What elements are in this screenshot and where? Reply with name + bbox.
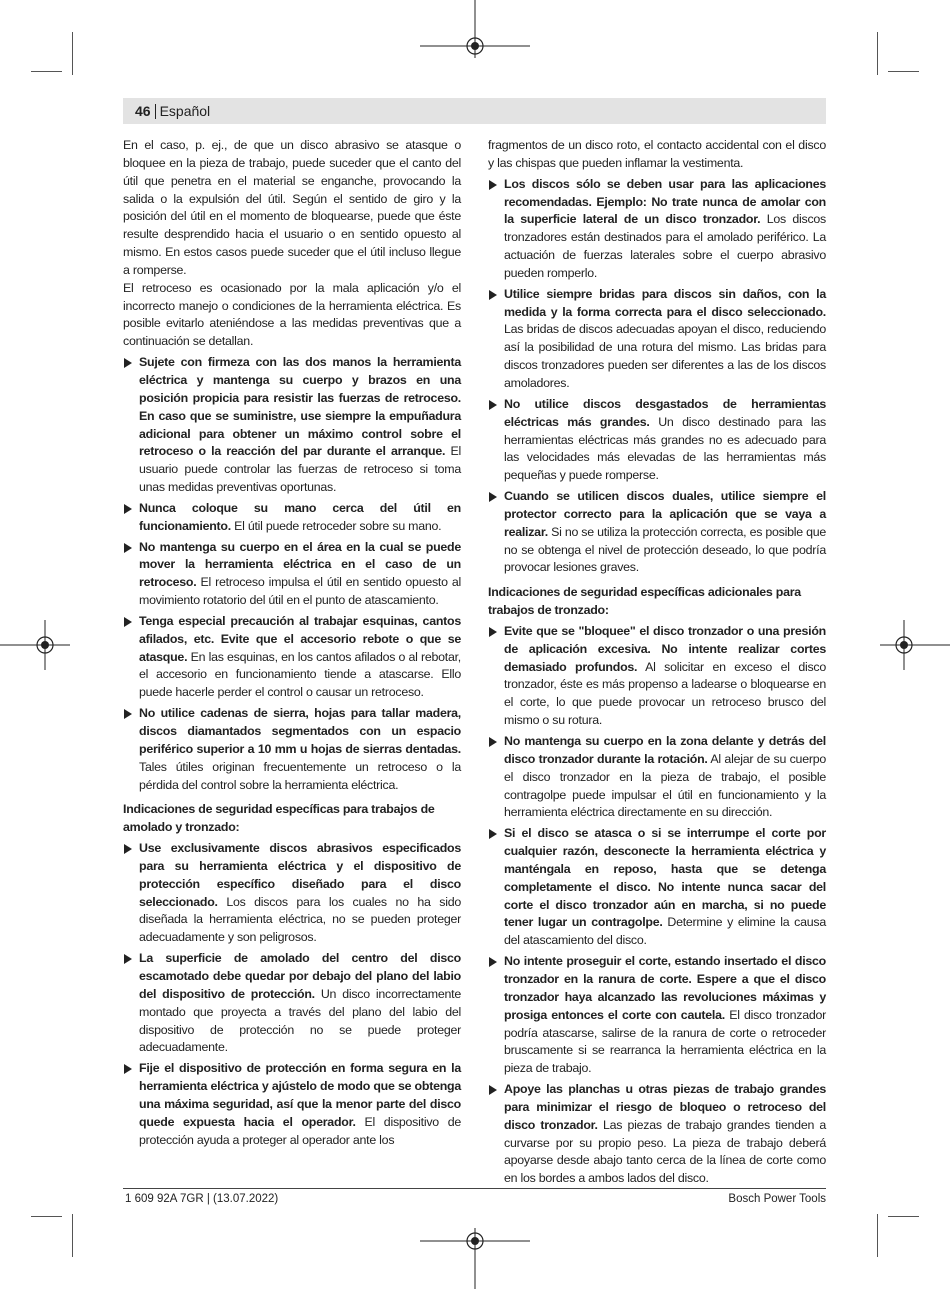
safety-item — [123, 705, 461, 794]
safety-item-warning: Fije el dispositivo de protección en forma segura en la herramienta eléctrica y ajústelo de modo que se obtenga una máxima seguridad, así que la menor parte del disco quede expuesta hacia el operador. — [139, 1061, 461, 1129]
safety-item-explanation: Determine y elimine la causa del atascamiento del disco. — [504, 915, 826, 948]
crop-mark — [31, 71, 62, 72]
page-header — [135, 103, 210, 119]
safety-item — [488, 623, 826, 730]
safety-item — [123, 950, 461, 1057]
safety-item-warning: Tenga especial precaución al trabajar esquinas, cantos afilados, etc. Evite que el accesorio rebote o que se atasque. — [139, 613, 461, 664]
safety-item-explanation: El retroceso impulsa el útil en sentido opuesto al movimiento rotatorio del útil en el punto de atascamiento. — [139, 575, 461, 608]
safety-item-warning: Los discos sólo se deben usar para las aplicaciones recomendadas. Ejemplo: No trate nunca de amolar con la superficie lateral de un disco tronzador. — [504, 176, 826, 227]
safety-item-explanation: Un disco destinado para las herramientas eléctricas más grandes no es adecuado para las velocidades más elevadas de las herramientas más pequeñas y puede romperse. — [504, 414, 827, 483]
bullet-arrow-icon — [124, 844, 132, 854]
safety-item-explanation: Al alejar de su cuerpo el disco tronzador en la pieza de trabajo, el posible contragolpe puede impulsar el útil en funcionamiento y la herramienta eléctrica directamente en su dirección. — [504, 751, 826, 820]
bullet-arrow-icon — [489, 829, 497, 839]
header-language: Español — [159, 103, 211, 119]
bullet-arrow-icon — [124, 358, 132, 368]
safety-item-warning: Apoye las planchas u otras piezas de trabajo grandes para minimizar el riesgo de bloqueo o retroceso del disco tronzador. — [504, 1082, 826, 1132]
crop-mark — [72, 1214, 73, 1257]
footer-brand: Bosch Power Tools — [728, 1193, 826, 1205]
safety-item — [123, 539, 461, 610]
safety-item — [488, 286, 826, 393]
bullet-arrow-icon — [489, 492, 497, 502]
safety-item-warning: Cuando se utilicen discos duales, utilice siempre el protector correcto para la aplicación que se vaya a realizar. — [504, 489, 826, 539]
safety-item — [488, 825, 826, 950]
safety-item-warning: No utilice cadenas de sierra, hojas para tallar madera, discos diamantados segmentados con un espacio periférico superior a 10 mm u hojas de sierras dentadas. — [139, 706, 461, 756]
safety-item — [488, 1081, 826, 1188]
safety-item-explanation: Las bridas de discos adecuadas apoyan el disco, reduciendo así la posibilidad de una rotura del mismo. Las bridas para discos tronzadores pueden ser diferentes a las de los discos amoladores. — [504, 322, 826, 390]
safety-item-explanation: El dispositivo de protección ayuda a proteger al operador ante los — [139, 1114, 461, 1147]
crop-mark — [888, 1216, 919, 1217]
left-column — [123, 137, 461, 1149]
safety-item-explanation: Un disco incorrectamente montado que proyecta a través del plano del labio del dispositivo de protección no se puede proteger adecuadamente. — [139, 986, 461, 1055]
bullet-arrow-icon — [489, 737, 497, 747]
bullet-arrow-icon — [124, 1064, 132, 1074]
bullet-arrow-icon — [489, 1085, 497, 1095]
safety-item-explanation: En las esquinas, en los cantos afilados o al rebotar, el accesorio en funcionamiento tiende a atascarse. Ello puede hacerle perder el control o causar un retroceso. — [139, 649, 461, 700]
bullet-arrow-icon — [489, 400, 497, 410]
registration-mark-bottom — [420, 1228, 530, 1289]
safety-item-warning: Si el disco se atasca o si se interrumpe el corte por cualquier razón, desconecte la herramienta eléctrica y manténgala en reposo, hasta que se detenga completamente el disco. No intente nunca sacar del corte el disco tronzador aún en marcha, si no puede tener lugar un contragolpe. — [504, 826, 826, 930]
header-bar — [123, 98, 826, 124]
crop-mark — [877, 1214, 878, 1257]
safety-item — [488, 176, 826, 283]
safety-item — [488, 396, 826, 485]
safety-item — [488, 953, 826, 1078]
crop-mark — [31, 1216, 62, 1217]
bullet-arrow-icon — [489, 180, 497, 190]
safety-item-warning: La superficie de amolado del centro del disco escamotado debe quedar por debajo del plano del labio del dispositivo de protección. — [139, 951, 461, 1001]
registration-mark-top — [420, 0, 530, 60]
safety-item-warning: No mantenga su cuerpo en el área en la cual se puede mover la herramienta eléctrica en el caso de un retroceso. — [139, 539, 461, 590]
safety-item-explanation: El usuario puede controlar las fuerzas de retroceso si toma unas medidas preventivas oportunas. — [139, 444, 461, 495]
footer-document-id: 1 609 92A 7GR | (13.07.2022) — [125, 1193, 279, 1205]
safety-item-explanation: Los discos tronzadores están destinados para el amolado periférico. La actuación de fuerzas laterales sobre el cuerpo abrasivo pueden romperlo. — [504, 212, 826, 280]
safety-item-warning: Utilice siempre bridas para discos sin daños, con la medida y la forma correcta para el disco seleccionado. — [504, 286, 826, 319]
section-heading: Indicaciones de seguridad específicas para trabajos de amolado y tronzado: — [123, 802, 435, 835]
safety-item-explanation: Los discos para los cuales no ha sido diseñada la herramienta eléctrica, no se pueden proteger adecuadamente y son peligrosos. — [139, 894, 461, 945]
paragraph: fragmentos de un disco roto, el contacto accidental con el disco y las chispas que pueden inflamar la vestimenta. — [488, 138, 826, 170]
safety-item — [123, 1060, 461, 1149]
safety-item — [488, 488, 826, 577]
safety-item-warning: Sujete con firmeza con las dos manos la herramienta eléctrica y mantenga su cuerpo y brazos en una posición propicia para resistir las fuerzas de retroceso. En caso que se suministre, use siempre la empuñadura adicional para obtener un máximo control sobre el retroceso o la reacción del par durante el arranque. — [139, 355, 461, 459]
registration-mark-left — [0, 620, 70, 670]
bullet-arrow-icon — [489, 957, 497, 967]
safety-item-warning: Nunca coloque su mano cerca del útil en funcionamiento. — [139, 500, 461, 533]
safety-item-warning: Evite que se "bloquee" el disco tronzador o una presión de aplicación excesiva. No intente realizar cortes demasiado profundos. — [504, 623, 826, 674]
bullet-arrow-icon — [124, 504, 132, 514]
crop-mark — [877, 32, 878, 75]
safety-item-warning: No mantenga su cuerpo en la zona delante y detrás del disco tronzador durante la rotación. — [504, 734, 826, 766]
safety-item — [488, 733, 826, 822]
safety-item-warning: No intente proseguir el corte, estando insertado el disco tronzador en la ranura de corte. Espere a que el disco tronzador haya alcanzado las revoluciones máximas y prosiga entonces el corte con cautela. — [504, 954, 826, 1022]
bullet-arrow-icon — [124, 617, 132, 627]
safety-item-explanation: Tales útiles originan frecuentemente un retroceso o la pérdida del control sobre la herramienta eléctrica. — [139, 759, 461, 792]
section-heading: Indicaciones de seguridad específicas adicionales para trabajos de tronzado: — [488, 585, 801, 618]
crop-mark — [888, 71, 919, 72]
bullet-arrow-icon — [124, 954, 132, 964]
safety-item — [123, 500, 461, 536]
bullet-arrow-icon — [489, 627, 497, 637]
crop-mark — [72, 32, 73, 75]
bullet-arrow-icon — [124, 543, 132, 553]
bullet-arrow-icon — [124, 709, 132, 719]
safety-item — [123, 613, 461, 702]
safety-item — [123, 840, 461, 947]
bullet-arrow-icon — [489, 290, 497, 300]
safety-item-explanation: El útil puede retroceder sobre su mano. — [230, 518, 442, 533]
safety-item-warning: No utilice discos desgastados de herramientas eléctricas más grandes. — [504, 396, 826, 429]
safety-item-explanation: El disco tronzador podría atascarse, salirse de la ranura de corte o retroceder bruscamente si se rearranca la herramienta eléctrica en la pieza de trabajo. — [504, 1007, 826, 1076]
safety-item-explanation: Si no se utiliza la protección correcta, es posible que no se obtenga el nivel de protección deseado, lo que podría provocar lesiones graves. — [504, 524, 826, 575]
registration-mark-right — [880, 620, 950, 670]
paragraph: El retroceso es ocasionado por la mala aplicación y/o el incorrecto manejo o condiciones de la herramienta eléctrica. Es posible evitarlo ateniéndose a las medidas preventivas que a continuación se detallan. — [123, 280, 461, 349]
page-number: 46 — [135, 103, 151, 119]
safety-item-explanation: Las piezas de trabajo grandes tienden a curvarse por su propio peso. La pieza de trabajo deberá apoyarse desde abajo tanto cerca de la línea de corte como en los bordes a ambos lados del disco. — [504, 1117, 826, 1186]
footer-rule — [123, 1188, 826, 1189]
safety-item — [123, 354, 461, 497]
safety-item-warning: Use exclusivamente discos abrasivos especificados para su herramienta eléctrica y el dispositivo de protección específico diseñado para el disco seleccionado. — [139, 841, 461, 909]
safety-item-explanation: Al solicitar en exceso el disco tronzador, éste es más propenso a ladearse o bloquearse en el corte, lo que puede provocar un retroceso brusco del mismo o su rotura. — [504, 659, 826, 728]
header-separator — [155, 104, 156, 119]
paragraph: En el caso, p. ej., de que un disco abrasivo se atasque o bloquee en la pieza de trabajo, puede suceder que el canto del útil que penetra en el material se enganche, provocando la salida o la expulsión del útil. Según el sentido de giro y la posición del útil en el momento de bloquearse, puede que éste resulte desprendido hacia el usuario o en sentido opuesto al mismo. En estos casos puede suceder que el útil incluso llegue a romperse. — [123, 138, 461, 277]
right-column — [488, 137, 826, 1188]
